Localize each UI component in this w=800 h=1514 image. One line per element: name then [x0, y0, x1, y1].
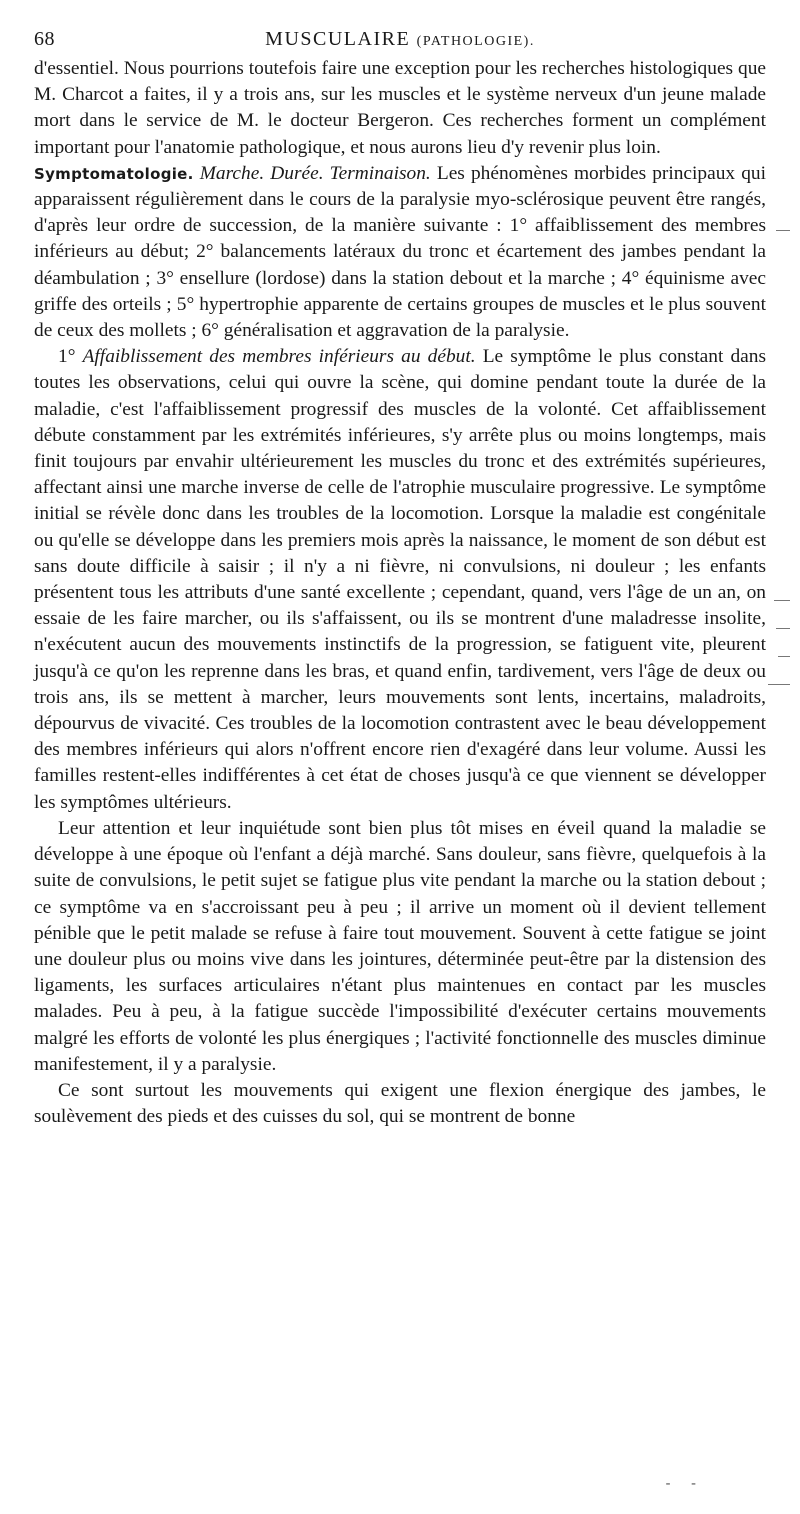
running-title-subtitle: (PATHOLOGIE).	[416, 34, 535, 49]
margin-mark	[778, 656, 790, 657]
paragraph-1-text: d'essentiel. Nous pourrions toutefois faire une exception pour les recherches histologiques que M. Charcot a faites, il y a trois ans, sur les muscles et le système nerveux d'un jeune malade mort dans le service de M. le docteur Bergeron. Ces recherches forment un complément important pour l'anatomie pathologique, et nous aurons lieu d'y revenir plus loin.	[34, 58, 766, 158]
margin-mark	[774, 600, 790, 601]
body-text	[34, 56, 766, 1130]
running-title-main: MUSCULAIRE	[265, 28, 411, 50]
paragraph-5	[34, 1078, 766, 1130]
item-heading: Affaiblissement des membres inférieurs au début.	[82, 346, 476, 368]
paragraph-3-text: Le symptôme le plus constant dans toutes les observations, celui qui ouvre la scène, qui domine pendant toute la durée de la maladie, c'est l'affaiblissement progressif des muscles de la volonté. Cet affaiblissement débute constamment par les extrémités inférieures, s'y arrête plus ou moins longtemps, mais finit toujours par envahir ultérieurement les muscles du tronc et des extrémités supérieures, affectant ainsi une marche inverse de celle de l'atrophie musculaire progressive. Le symptôme initial se révèle donc dans les troubles de la locomotion. Lorsque la maladie est congénitale ou qu'elle se développe dans les premiers mois après la naissance, le moment de son début est sans doute difficile à saisir ; il n'y a ni fièvre, ni convulsions, ni douleur ; les enfants présentent tous les attributs d'une santé excellente ; cependant, quand, vers l'âge de un an, on essaie de les faire marcher, ou ils s'affaissent, ou ils se montrent d'une maladresse insolite, n'exécutent aucun des mouvements instinctifs de la progression, se fatiguent vite, pleurent jusqu'à ce qu'on les reprenne dans les bras, et quand enfin, tardivement, vers l'âge de deux ou trois ans, ils se mettent à marcher, leurs mouvements sont lents, incertains, maladroits, dépourvus de vivacité. Ces troubles de la locomotion contrastent avec le beau développement des membres inférieurs qui alors n'offrent encore rien d'exagéré dans leur volume. Aussi les familles restent-elles indifférentes à cet état de choses jusqu'à ce que viennent se développer les symptômes ultérieurs.	[34, 346, 766, 813]
paragraph-2-text: Les phénomènes morbides principaux qui apparaissent régulièrement dans le cours de la paralysie myo-sclérosique peuvent être rangés, d'après leur ordre de succession, de la manière suivante : 1° affaiblissement des membres inférieurs au début; 2° balancements latéraux du tronc et écartement des jambes pendant la déambulation ; 3° ensellure (lordose) dans la station debout et la marche ; 4° équinisme avec griffe des orteils ; 5° hypertrophie apparente de certains groupes de muscles et le plus souvent de ceux des mollets ; 6° généralisation et aggravation de la paralysie.	[34, 162, 766, 342]
margin-mark	[776, 230, 790, 231]
running-title	[34, 28, 766, 51]
paragraph-1	[34, 56, 766, 161]
margin-mark	[776, 628, 790, 629]
margin-marks	[764, 0, 794, 1514]
page-header	[34, 22, 766, 56]
paragraph-4	[34, 816, 766, 1078]
paragraph-5-text: Ce sont surtout les mouvements qui exigent une flexion énergique des jambes, le soulèvement des pieds et des cuisses du sol, qui se montrent de bonne	[34, 1079, 766, 1128]
document-page	[34, 22, 766, 1130]
item-number: 1°	[58, 346, 76, 368]
section-heading-symptomatologie: Symptomatologie.	[34, 164, 194, 183]
footer-marks: - -	[665, 1476, 704, 1492]
section-subheading: Marche. Durée. Terminaison.	[199, 162, 431, 184]
margin-mark	[768, 684, 790, 685]
paragraph-2	[34, 161, 766, 344]
paragraph-3	[34, 344, 766, 816]
page-number: 68	[34, 28, 55, 50]
paragraph-4-text: Leur attention et leur inquiétude sont bien plus tôt mises en éveil quand la maladie se développe à une époque où l'enfant a déjà marché. Sans douleur, sans fièvre, quelquefois à la suite de convulsions, le petit sujet se fatigue plus vite pendant la marche ou la station debout ; ce symptôme va en s'accroissant peu à peu ; il arrive un moment où il devient tellement pénible que le petit malade se refuse à faire tout mouvement. Souvent à cette fatigue se joint une douleur plus ou moins vive dans les jointures, déterminée peut-être par la distension des ligaments, les surfaces articulaires n'étant plus maintenues en contact par les muscles malades. Peu à peu, à la fatigue succède l'impossibilité d'exécuter certains mouvements malgré les efforts de volonté les plus énergiques ; l'activité fonctionnelle des muscles diminue manifestement, il y a paralysie.	[34, 817, 766, 1075]
